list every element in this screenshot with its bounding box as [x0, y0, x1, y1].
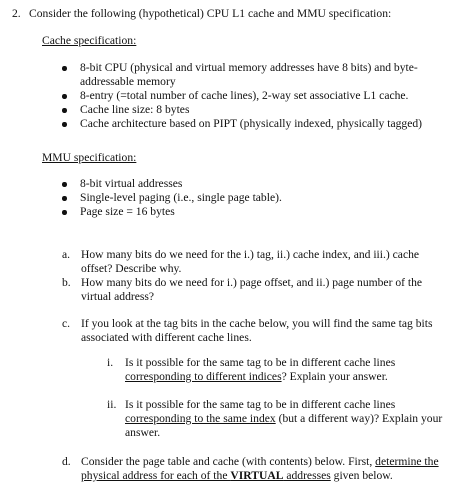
part-c-i-underlined: corresponding to different indices [125, 370, 282, 383]
cache-spec-item: 8-bit CPU (physical and virtual memory addresses have 8 bits) and byte-addressable memory [80, 61, 418, 88]
part-d-underlined-1: determine the physical address for each of the [81, 455, 439, 482]
part-c-i-post: ? Explain your answer. [281, 370, 388, 383]
part-d-underlined-2: addresses [283, 469, 331, 482]
part-c-ii-post: (but a different way)? Explain your answer. [125, 412, 443, 439]
part-d-text [62, 455, 448, 483]
list-item [0, 103, 469, 117]
part-b-label: b. [62, 276, 71, 289]
mmu-spec-title: MMU specification: [42, 151, 137, 164]
mmu-spec-item: Single-level paging (i.e., single page table). [80, 191, 282, 204]
part-c-text: If you look at the tag bits in the cache below, you will find the same tag bits associated with different cache lines. [81, 317, 433, 344]
question-heading [12, 7, 462, 21]
part-c-ii-text [107, 398, 445, 440]
list-item [0, 61, 469, 89]
list-item [0, 89, 469, 103]
bullet-icon [62, 210, 67, 215]
part-c-ii-label: ii. [107, 398, 117, 411]
part-a-label: a. [62, 248, 71, 261]
list-item [0, 177, 469, 191]
part-c [62, 317, 448, 345]
part-d-label: d. [62, 455, 71, 468]
bullet-icon [62, 182, 67, 187]
part-c-i [107, 356, 445, 384]
part-a-text: How many bits do we need for the i.) tag, ii.) cache index, and iii.) cache offset? Describe why. [81, 248, 420, 275]
mmu-spec-list [0, 177, 469, 219]
bullet-icon [62, 94, 67, 99]
question-intro: Consider the following (hypothetical) CPU L1 cache and MMU specification: [29, 7, 392, 20]
part-c-ii-underlined: corresponding to the same index [125, 412, 276, 425]
list-item [0, 205, 469, 219]
bullet-icon [62, 122, 67, 127]
list-item [0, 191, 469, 205]
bullet-icon [62, 66, 67, 71]
mmu-spec-item: 8-bit virtual addresses [80, 177, 183, 190]
bullet-icon [62, 108, 67, 113]
bullet-icon [62, 196, 67, 201]
question-number: 2. [12, 7, 21, 20]
part-d [62, 455, 448, 483]
mmu-spec-item: Page size = 16 bytes [80, 205, 175, 218]
part-c-i-pre: Is it possible for the same tag to be in different cache lines [125, 356, 396, 369]
part-a [62, 248, 448, 276]
cache-spec-item: 8-entry (=total number of cache lines), 2-way set associative L1 cache. [80, 89, 409, 102]
part-c-ii [107, 398, 445, 440]
part-d-post: given below. [330, 469, 393, 482]
part-d-pre: Consider the page table and cache (with contents) below. First, [81, 455, 376, 468]
part-b-text: How many bits do we need for i.) page offset, and ii.) page number of the virtual address? [81, 276, 423, 303]
part-b [62, 276, 448, 304]
part-c-i-label: i. [107, 356, 114, 369]
cache-spec-list [0, 61, 469, 131]
cache-spec-title: Cache specification: [42, 34, 137, 47]
cache-spec-item: Cache architecture based on PIPT (physically indexed, physically tagged) [80, 117, 423, 130]
part-c-ii-pre: Is it possible for the same tag to be in different cache lines [125, 398, 396, 411]
cache-spec-item: Cache line size: 8 bytes [80, 103, 190, 116]
part-c-label: c. [62, 317, 71, 330]
part-d-virtual: VIRTUAL [230, 469, 284, 482]
part-c-i-text [107, 356, 445, 384]
list-item [0, 117, 469, 131]
